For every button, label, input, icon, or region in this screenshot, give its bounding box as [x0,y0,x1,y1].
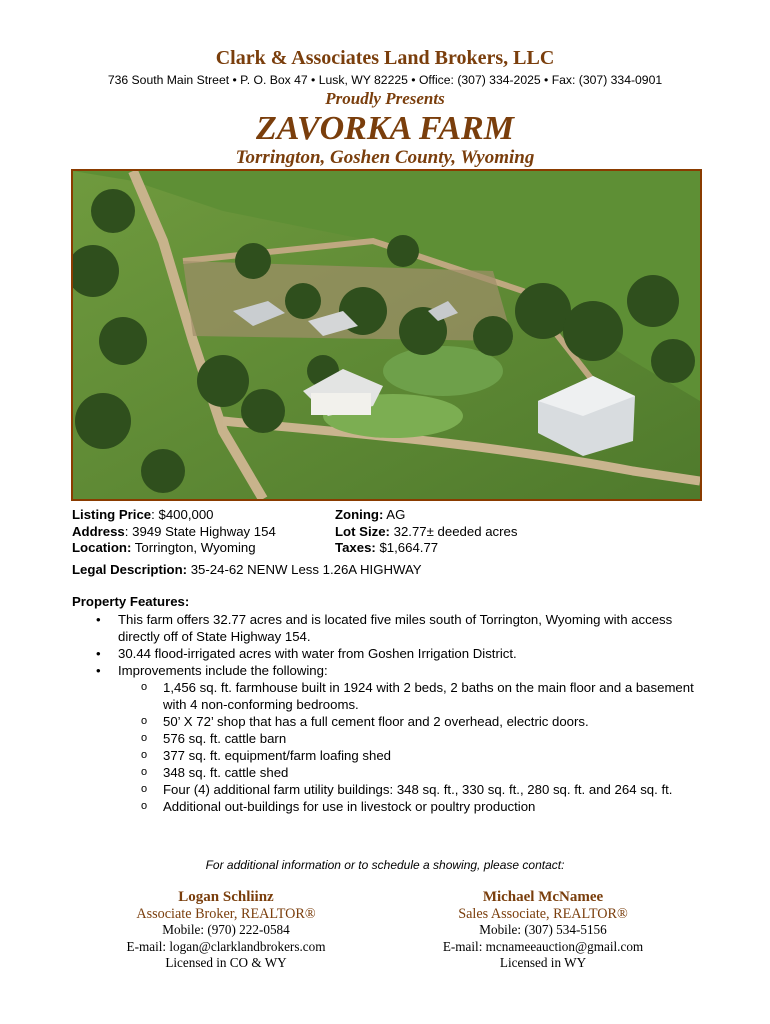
lot-size [335,524,517,541]
agent-email[interactable]: E-mail: mcnameeauction@gmail.com [442,938,644,954]
features-list [72,611,712,815]
zoning-label: Zoning: [335,507,384,522]
property-title: ZAVORKA FARM [256,110,514,147]
legal-description-value: 35-24-62 NENW Less 1.26A HIGHWAY [187,562,422,577]
location-value: Torrington, Wyoming [131,540,256,555]
presents-tagline: Proudly Presents [325,89,445,108]
company-address: 736 South Main Street • P. O. Box 47 • Lusk, WY 82225 • Office: (307) 334-2025 • Fax: (307) 334-0901 [107,73,663,87]
company-name: Clark & Associates Land Brokers, LLC [215,47,555,69]
list-item: o 377 sq. ft. equipment/farm loafing shed [118,747,712,764]
zoning [335,507,517,524]
lot-size-value: 32.77± deeded acres [389,523,518,539]
property-address [72,524,276,541]
contact-note: For additional information or to schedule a showing, please contact: [205,858,565,872]
legal-description-label: Legal Description: [72,562,188,577]
agent-role: Associate Broker, REALTOR® [136,905,316,922]
list-item: o 1,456 sq. ft. farmhouse built in 1924 with 2 beds, 2 baths on the main floor and a basement with 4 non-conforming bedrooms. [118,679,712,713]
legal-description [72,562,422,577]
list-item: o 50’ X 72’ shop that has a full cement floor and 2 overhead, electric doors. [118,713,712,730]
list-item: o 576 sq. ft. cattle barn [118,730,712,747]
property-location: Torrington, Goshen County, Wyoming [235,147,535,168]
agent-license: Licensed in CO & WY [165,955,287,970]
agent-mobile: Mobile: (307) 534-5156 [479,922,607,937]
facts-left-column [72,507,276,557]
address-value: : 3949 State Highway 154 [124,523,276,539]
address-label: Address [72,523,125,539]
list-item: • 30.44 flood-irrigated acres with water from Goshen Irrigation District. [72,645,712,662]
improvements-list [118,679,712,815]
listing-price-label: Listing Price [72,507,152,522]
agent-role: Sales Associate, REALTOR® [458,905,628,922]
agent-card-michael [393,889,693,972]
taxes-value: $1,664.77 [375,540,439,555]
facts-right-column [335,507,517,557]
agent-mobile: Mobile: (970) 222-0584 [162,922,290,937]
features-heading: Property Features: [72,594,190,609]
lot-size-label: Lot Size: [335,523,390,539]
location-label: Location: [72,540,132,555]
agent-email[interactable]: E-mail: logan@clarklandbrokers.com [126,938,326,954]
agent-name: Logan Schliinz [178,889,274,905]
list-item: • This farm offers 32.77 acres and is located five miles south of Torrington, Wyoming with access directly off of State Highway 154. [72,611,712,645]
list-item: o 348 sq. ft. cattle shed [118,764,712,781]
list-item: o Four (4) additional farm utility buildings: 348 sq. ft., 330 sq. ft., 280 sq. ft. and 264 sq. ft. [118,781,712,798]
list-item [72,662,712,815]
agent-name: Michael McNamee [482,889,604,905]
listing-price-value: : $400,000 [151,507,214,522]
taxes-label: Taxes: [335,540,376,555]
agent-license: Licensed in WY [499,955,587,970]
listing-price [72,507,276,524]
aerial-farm-photo [71,169,702,501]
list-item: o Additional out-buildings for use in livestock or poultry production [118,798,712,815]
taxes [335,540,517,557]
agent-card-logan [76,889,376,972]
property-town [72,540,276,557]
zoning-value: AG [383,507,406,522]
improvements-intro: Improvements include the following: [118,663,328,678]
